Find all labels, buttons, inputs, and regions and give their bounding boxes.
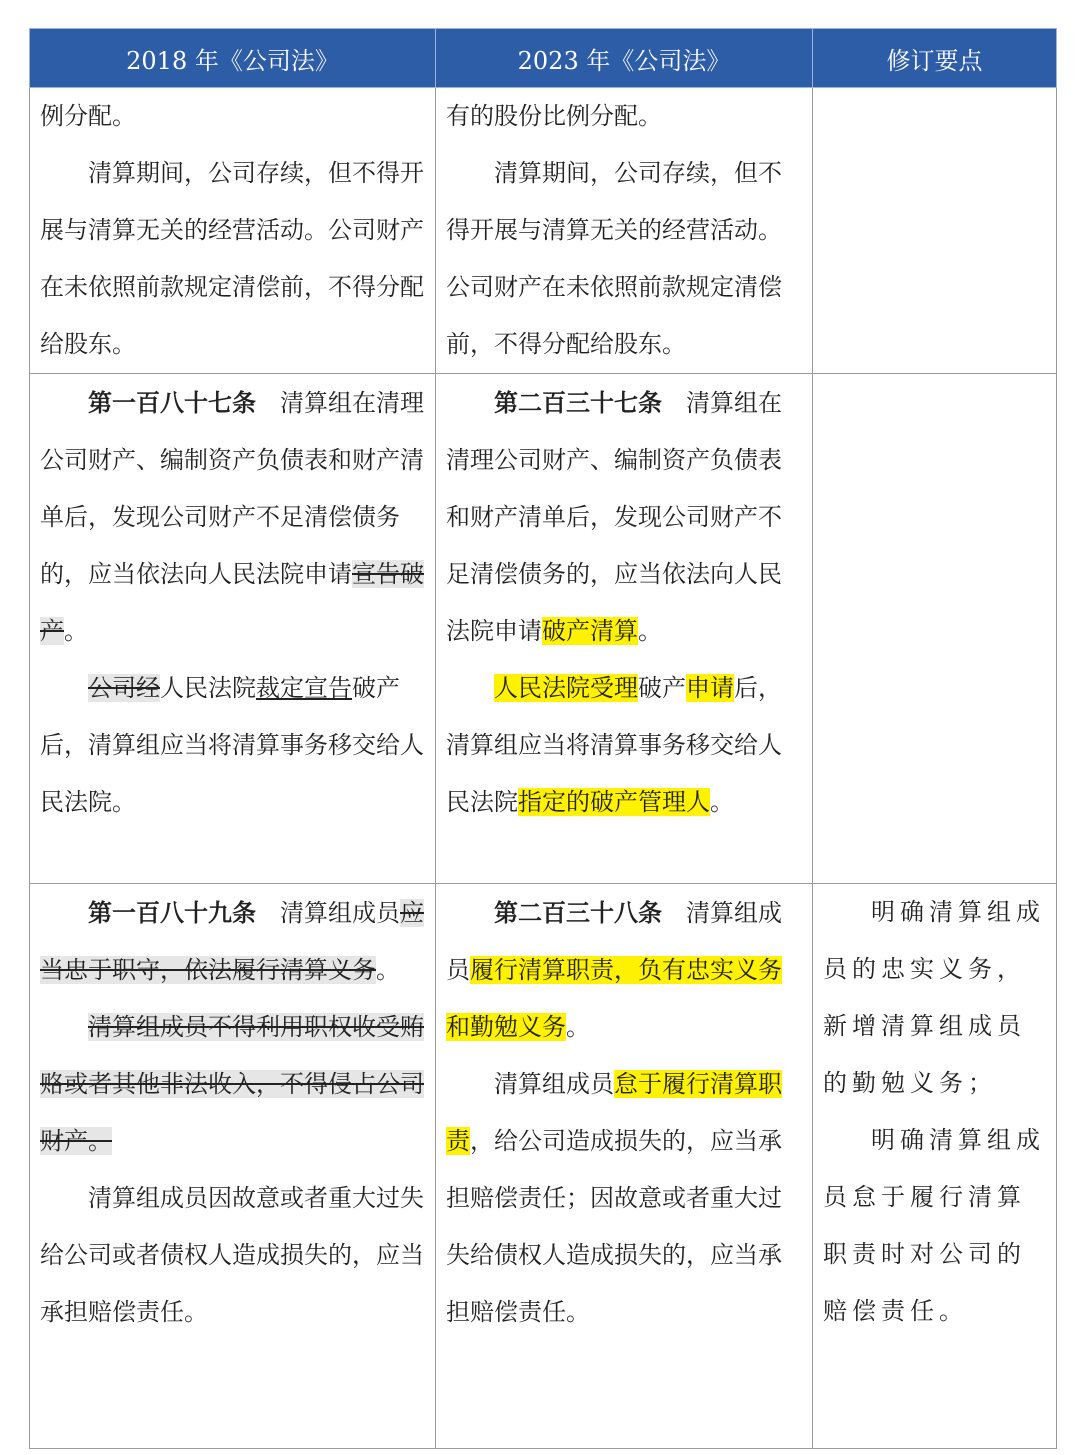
new-law-cell	[436, 374, 813, 884]
note-cell	[813, 88, 1057, 374]
header-row	[30, 29, 1057, 88]
text-span: 清算组成员	[280, 899, 400, 927]
text-span: 。	[566, 1013, 590, 1041]
header-2018: 2018 年《公司法》	[30, 29, 436, 88]
highlighted-text: 破产清算	[542, 617, 638, 645]
header-revision-points: 修订要点	[813, 29, 1057, 88]
article-title: 第一百八十九条	[88, 898, 256, 927]
text-span: 破产	[638, 674, 686, 702]
old-law-cell	[30, 374, 436, 884]
old-paragraph: 清算组成员因故意或者重大过失给公司或者债权人造成损失的，应当承担赔偿责任。	[40, 1184, 424, 1326]
text-span: 后，清算组应当将清算事务移交给人民法院	[446, 674, 782, 816]
deleted-text: 清算组成员不得利用职权收受贿赂或者其他非法收入，不得侵占公司财产。	[40, 1013, 424, 1155]
article-title: 第二百三十八条	[494, 898, 662, 927]
new-paragraph	[446, 1056, 804, 1341]
highlighted-text: 指定的破产管理人	[518, 788, 710, 816]
old-paragraph	[40, 884, 427, 999]
text-span: 清算组在清理公司财产、编制资产负债表和财产清单后，发现公司财产不足清偿债务的，应当依法向人民法院申请	[446, 389, 782, 645]
deleted-text: 宣告破产	[40, 560, 424, 645]
deleted-text: 应当忠于职守，依法履行清算义务	[40, 899, 424, 984]
table-row	[30, 884, 1057, 1449]
text-span: 破产后，清算组应当将清算事务移交给人民法院。	[40, 674, 424, 816]
highlighted-text: 人民法院受理	[494, 674, 638, 702]
old-law-cell	[30, 88, 436, 374]
text-span: 清算组在清理公司财产、编制资产负债表和财产清单后，发现公司财产不足清偿债务的，应当依法向人民法院申请	[40, 389, 424, 588]
old-law-cell	[30, 884, 436, 1449]
old-paragraph: 清算期间，公司存续，但不得开展与清算无关的经营活动。公司财产在未依照前款规定清偿前，不得分配给股东。	[40, 159, 424, 358]
old-paragraph: 例分配。	[40, 102, 136, 130]
note-paragraph: 明确清算组成员怠于履行清算职责时对公司的赔偿责任。	[823, 1126, 1045, 1325]
deleted-text: 公司经	[88, 674, 160, 702]
text-span: 。	[710, 788, 734, 816]
note-paragraph: 明确清算组成员的忠实义务，新增清算组成员的勤勉义务；	[823, 898, 1045, 1097]
new-paragraph	[446, 374, 804, 660]
text-span: 清算组成员	[494, 1070, 614, 1098]
new-paragraph	[446, 660, 804, 831]
table-row	[30, 88, 1057, 374]
article-title: 第一百八十七条	[88, 388, 256, 417]
old-paragraph	[40, 374, 427, 660]
header-2023: 2023 年《公司法》	[436, 29, 813, 88]
text-span: ，给公司造成损失的，应当承担赔偿责任；因故意或者重大过失给债权人造成损失的，应当承担赔偿责任。	[446, 1127, 782, 1326]
new-law-cell	[436, 884, 813, 1449]
note-cell	[813, 374, 1057, 884]
new-paragraph	[446, 884, 804, 1056]
new-law-cell	[436, 88, 813, 374]
text-span: 人民法院	[160, 674, 256, 702]
article-title: 第二百三十七条	[494, 388, 662, 417]
old-paragraph	[40, 660, 427, 831]
text-span: 。	[376, 956, 400, 984]
old-paragraph	[40, 999, 427, 1170]
new-paragraph: 清算期间，公司存续，但不得开展与清算无关的经营活动。公司财产在未依照前款规定清偿前，不得分配给股东。	[446, 159, 782, 358]
highlighted-text: 履行清算职责，负有忠实义务和勤勉义务	[446, 956, 782, 1041]
note-cell	[813, 884, 1057, 1449]
text-span: 清算组成员	[446, 899, 782, 984]
highlighted-text: 申请	[686, 674, 734, 702]
comparison-table	[29, 28, 1057, 1449]
highlighted-text: 怠于履行清算职责	[446, 1070, 782, 1155]
new-paragraph: 有的股份比例分配。	[446, 102, 662, 130]
table-row	[30, 374, 1057, 884]
text-span: 。	[638, 617, 662, 645]
text-span: 。	[64, 617, 88, 645]
underlined-text: 裁定宣告	[256, 674, 352, 702]
